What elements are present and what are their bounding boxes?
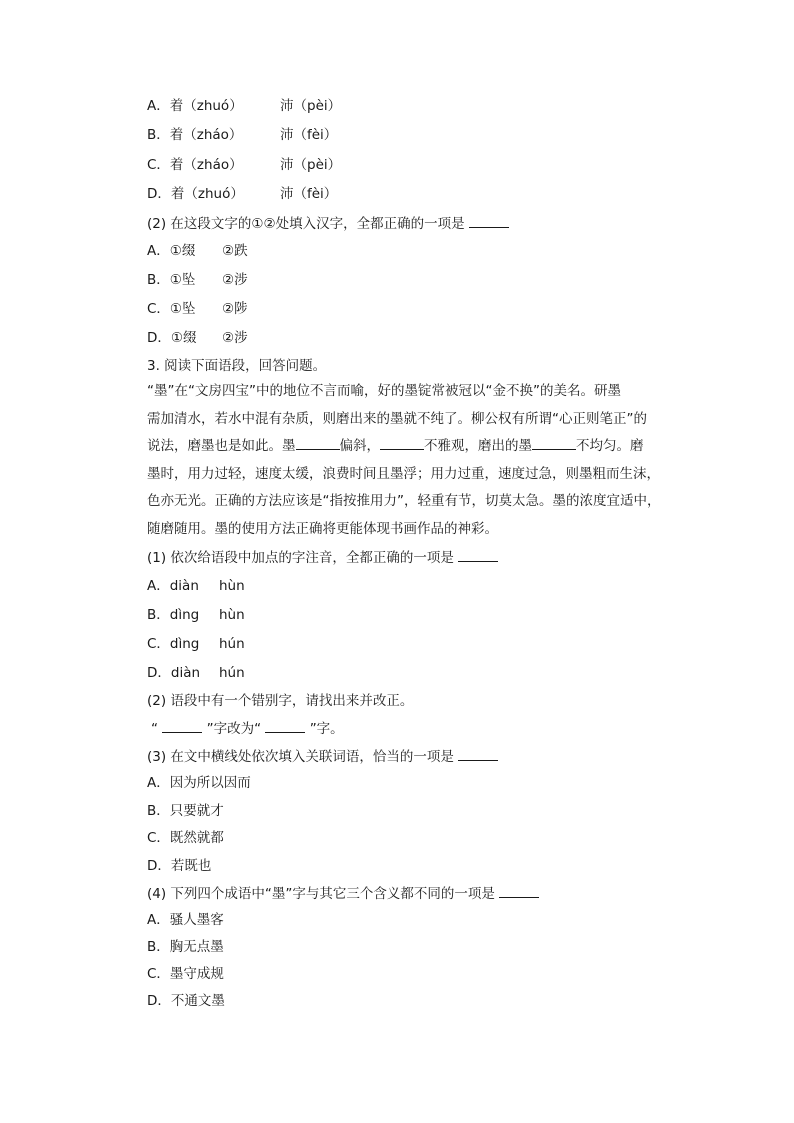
- option-d: D．着（zhuó） 沛（fèi）: [147, 186, 338, 202]
- option-c: C．既然就都: [147, 830, 224, 846]
- option-a: A．因为所以因而: [147, 775, 251, 791]
- passage-blank[interactable]: [532, 435, 576, 450]
- option-b: B．①坠 ②涉: [147, 272, 248, 288]
- option-c: C．墨守成规: [147, 966, 224, 982]
- answer-blank[interactable]: [499, 883, 539, 898]
- option-a: A．骚人墨客: [147, 912, 224, 928]
- correct-char-blank[interactable]: [265, 718, 305, 733]
- question-prompt: (4) 下列四个成语中“墨”字与其它三个含义都不同的一项是: [147, 883, 539, 904]
- option-d: D．diàn hún: [147, 665, 245, 681]
- option-a: A．着（zhuó） 沛（pèi）: [147, 98, 342, 114]
- option-d: D．若既也: [147, 858, 212, 874]
- question-prompt: (2) 在这段文字的①②处填入汉字，全都正确的一项是: [147, 213, 509, 234]
- passage: “墨”在“文房四宝”中的地位不言而喻，好的墨锭常被冠以“金不换”的美名。研墨 需加清水，若水中混有杂质，则磨出来的墨就不纯了。柳公权有所谓“心正则笔正”的 说法，磨墨也是如此。墨 偏斜， 不雅观，磨出的墨 不均匀。磨 墨时，用力过轻，速度太缓，浪费时间且墨浮；用力过重，速度过急，则墨粗而生沫， 色亦无光。正确的方法应该是“指按推用力”，轻重有节，切莫太急。墨的浓度宜适中， 随磨随用。墨的使用方法正确将更能体现书画作品的神彩。: [147, 378, 687, 544]
- option-b: B．只要就才: [147, 803, 224, 819]
- answer-blank[interactable]: [458, 746, 498, 761]
- option-b: B．胸无点墨: [147, 939, 224, 955]
- option-d: D．①缀 ②涉: [147, 330, 248, 346]
- option-a: A．diàn hùn: [147, 578, 245, 594]
- question-prompt: (1) 依次给语段中加点的字注音，全都正确的一项是: [147, 547, 498, 568]
- answer-blank[interactable]: [469, 213, 509, 228]
- answer-blank[interactable]: [458, 547, 498, 562]
- option-a: A．①缀 ②跌: [147, 243, 248, 259]
- option-c: C．dìng hún: [147, 636, 245, 652]
- question-prompt: (3) 在文中横线处依次填入关联词语，恰当的一项是: [147, 746, 498, 767]
- option-b: B．着（zháo） 沛（fèi）: [147, 127, 338, 143]
- wrong-char-blank[interactable]: [162, 718, 202, 733]
- option-c: C．①坠 ②陟: [147, 301, 248, 317]
- option-c: C．着（zháo） 沛（pèi）: [147, 157, 342, 173]
- passage-blank[interactable]: [296, 435, 340, 450]
- question-heading: 3. 阅读下面语段，回答问题。: [147, 358, 327, 374]
- passage-blank[interactable]: [380, 435, 424, 450]
- question-prompt: (2) 语段中有一个错别字，请找出来并改正。: [147, 693, 414, 709]
- option-d: D．不通文墨: [147, 993, 225, 1009]
- option-b: B．dìng hùn: [147, 607, 245, 623]
- passage-line-with-blanks: 说法，磨墨也是如此。墨 偏斜， 不雅观，磨出的墨 不均匀。磨: [147, 433, 687, 461]
- answer-line: “ ”字改为“ ”字。: [151, 718, 344, 739]
